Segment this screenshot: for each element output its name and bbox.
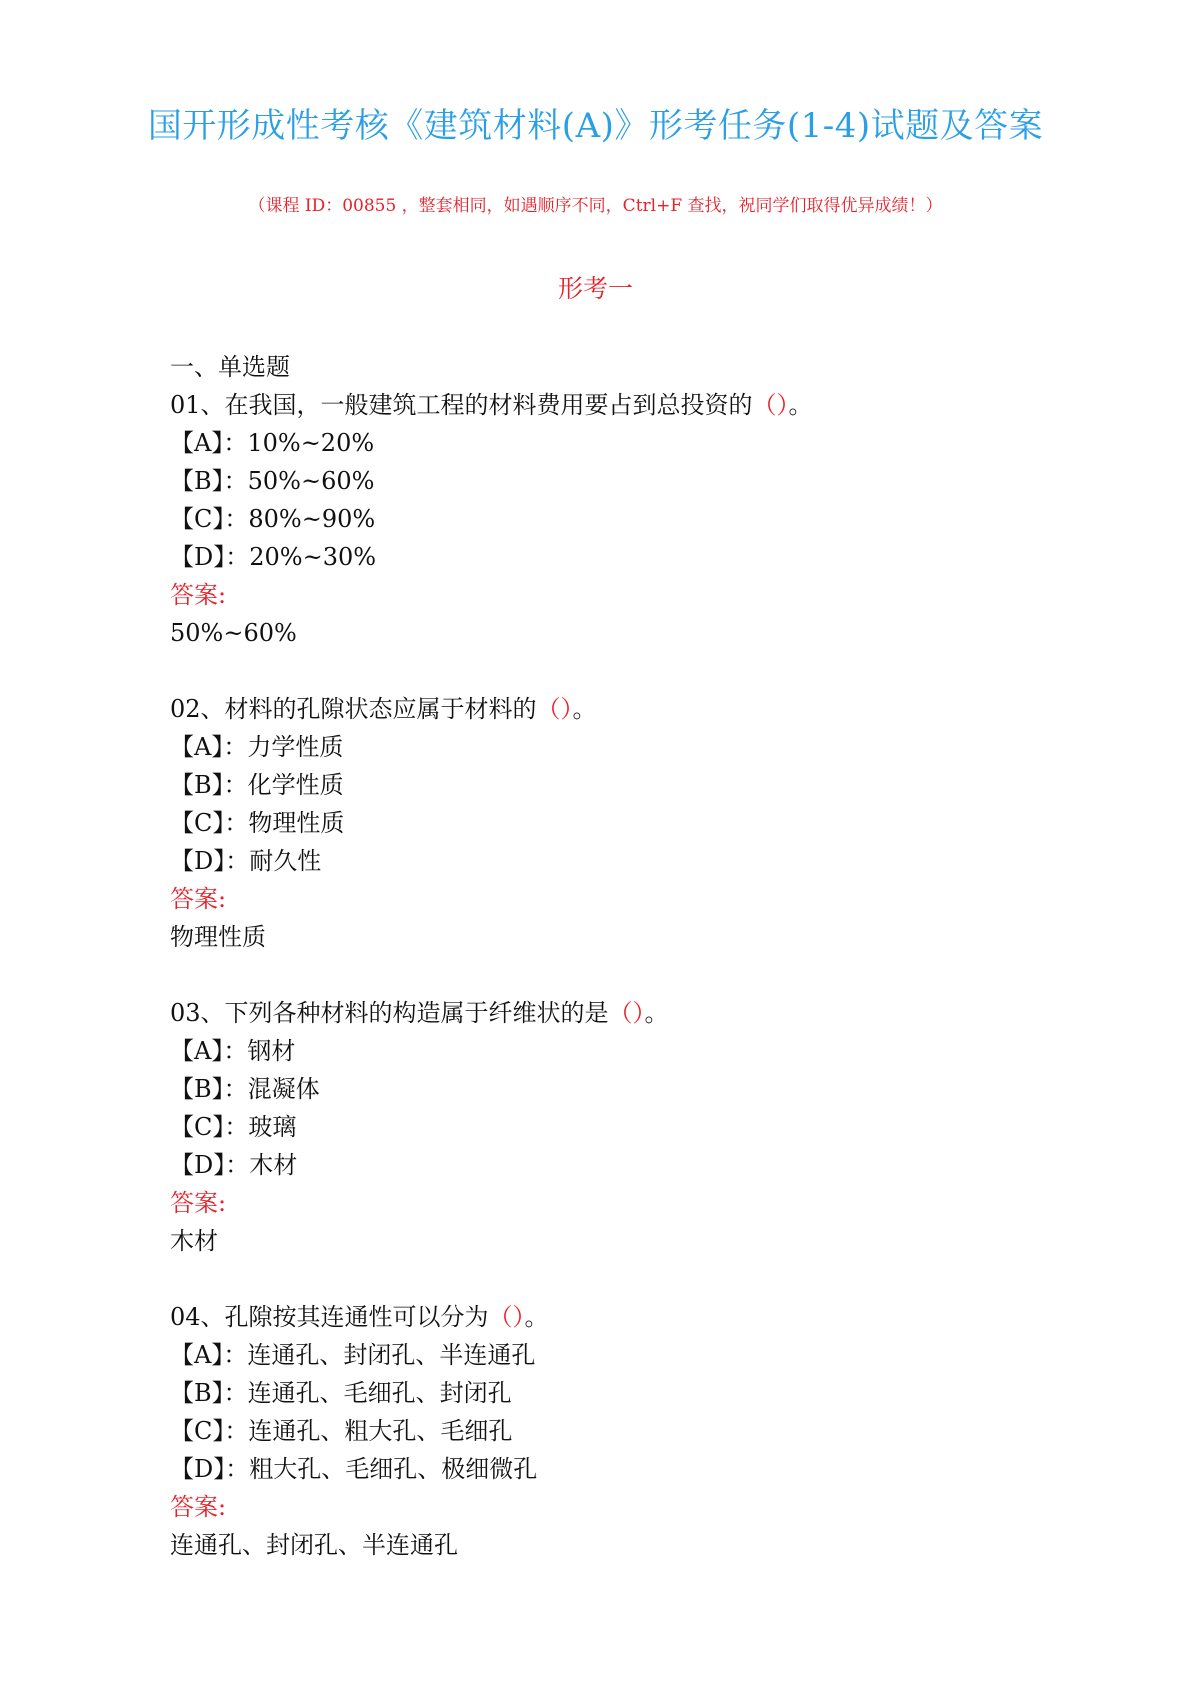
answer-text: 连通孔、封闭孔、半连通孔 bbox=[170, 1531, 458, 1559]
option-text: 连通孔、封闭孔、半连通孔 bbox=[247, 1341, 536, 1369]
option-d bbox=[170, 842, 1070, 880]
option-text: 木材 bbox=[249, 1151, 298, 1179]
question-block bbox=[170, 690, 1070, 956]
option-d bbox=[170, 538, 1070, 576]
question-stem bbox=[170, 386, 1070, 424]
question-end: 。 bbox=[572, 695, 597, 723]
option-c bbox=[170, 1108, 1070, 1146]
question-stem bbox=[170, 1298, 1070, 1336]
blank-marker: （） bbox=[608, 999, 645, 1027]
answer-label: 答案: bbox=[170, 581, 227, 609]
blank-marker: （） bbox=[536, 695, 573, 723]
document-subtitle: （课程 ID：00855 ，整套相同，如遇顺序不同，Ctrl+F 查找，祝同学们取得优异成绩！） bbox=[248, 196, 943, 216]
option-key: 【A】： bbox=[170, 1341, 248, 1369]
option-key: 【D】： bbox=[170, 1455, 250, 1483]
option-key: 【B】： bbox=[170, 1379, 248, 1407]
question-stem bbox=[170, 690, 1070, 728]
option-key: 【D】： bbox=[170, 543, 250, 571]
option-key: 【D】： bbox=[170, 1151, 250, 1179]
option-b bbox=[170, 1374, 1070, 1412]
option-text: 20%~30% bbox=[249, 543, 377, 571]
question-block bbox=[170, 1298, 1070, 1564]
question-text: 03、下列各种材料的构造属于纤维状的是 bbox=[170, 999, 609, 1027]
option-key: 【C】： bbox=[170, 505, 249, 533]
answer-label: 答案: bbox=[170, 1493, 227, 1521]
question-text: 01、在我国，一般建筑工程的材料费用要占到总投资的 bbox=[170, 391, 753, 419]
part-heading: 一、单选题 bbox=[170, 353, 290, 381]
answer-label: 答案: bbox=[170, 1189, 227, 1217]
option-c bbox=[170, 1412, 1070, 1450]
option-key: 【A】： bbox=[170, 733, 248, 761]
option-text: 50%~60% bbox=[247, 467, 375, 495]
option-a bbox=[170, 1032, 1070, 1070]
question-end: 。 bbox=[524, 1303, 549, 1331]
answer-label: 答案: bbox=[170, 885, 227, 913]
option-key: 【A】： bbox=[170, 1037, 248, 1065]
option-key: 【C】： bbox=[170, 809, 249, 837]
answer-text: 50%~60% bbox=[170, 619, 297, 647]
option-key: 【A】： bbox=[170, 429, 248, 457]
option-b bbox=[170, 462, 1070, 500]
option-text: 化学性质 bbox=[247, 771, 344, 799]
option-d bbox=[170, 1146, 1070, 1184]
option-d bbox=[170, 1450, 1070, 1488]
blank-marker: （） bbox=[752, 391, 789, 419]
question-list bbox=[170, 348, 1070, 1564]
option-c bbox=[170, 804, 1070, 842]
answer-text: 木材 bbox=[170, 1227, 218, 1255]
option-a bbox=[170, 1336, 1070, 1374]
option-c bbox=[170, 500, 1070, 538]
answer-text: 物理性质 bbox=[170, 923, 266, 951]
question-stem bbox=[170, 994, 1070, 1032]
option-key: 【C】： bbox=[170, 1417, 249, 1445]
question-text: 04、孔隙按其连通性可以分为 bbox=[170, 1303, 489, 1331]
option-key: 【B】： bbox=[170, 1075, 248, 1103]
option-b bbox=[170, 1070, 1070, 1108]
option-text: 连通孔、粗大孔、毛细孔 bbox=[248, 1417, 513, 1445]
option-key: 【D】： bbox=[170, 847, 250, 875]
blank-marker: （） bbox=[488, 1303, 525, 1331]
spacer bbox=[170, 956, 1070, 994]
option-key: 【B】： bbox=[170, 467, 248, 495]
question-block bbox=[170, 994, 1070, 1260]
section-title: 形考一 bbox=[557, 274, 633, 303]
option-text: 物理性质 bbox=[248, 809, 345, 837]
option-text: 力学性质 bbox=[247, 733, 344, 761]
question-end: 。 bbox=[644, 999, 669, 1027]
option-text: 80%~90% bbox=[248, 505, 376, 533]
option-text: 10%~20% bbox=[247, 429, 375, 457]
question-end: 。 bbox=[788, 391, 813, 419]
option-text: 钢材 bbox=[247, 1037, 296, 1065]
option-text: 耐久性 bbox=[249, 847, 322, 875]
option-text: 粗大孔、毛细孔、极细微孔 bbox=[249, 1455, 538, 1483]
spacer bbox=[170, 652, 1070, 690]
option-a bbox=[170, 424, 1070, 462]
document-title: 国开形成性考核《建筑材料(A)》形考任务(1-4)试题及答案 bbox=[147, 106, 1044, 146]
option-key: 【B】： bbox=[170, 771, 248, 799]
option-text: 混凝体 bbox=[247, 1075, 320, 1103]
spacer bbox=[170, 1260, 1070, 1298]
option-text: 连通孔、毛细孔、封闭孔 bbox=[247, 1379, 512, 1407]
question-block bbox=[170, 386, 1070, 652]
option-text: 玻璃 bbox=[248, 1113, 297, 1141]
question-text: 02、材料的孔隙状态应属于材料的 bbox=[170, 695, 537, 723]
option-a bbox=[170, 728, 1070, 766]
option-b bbox=[170, 766, 1070, 804]
option-key: 【C】： bbox=[170, 1113, 249, 1141]
